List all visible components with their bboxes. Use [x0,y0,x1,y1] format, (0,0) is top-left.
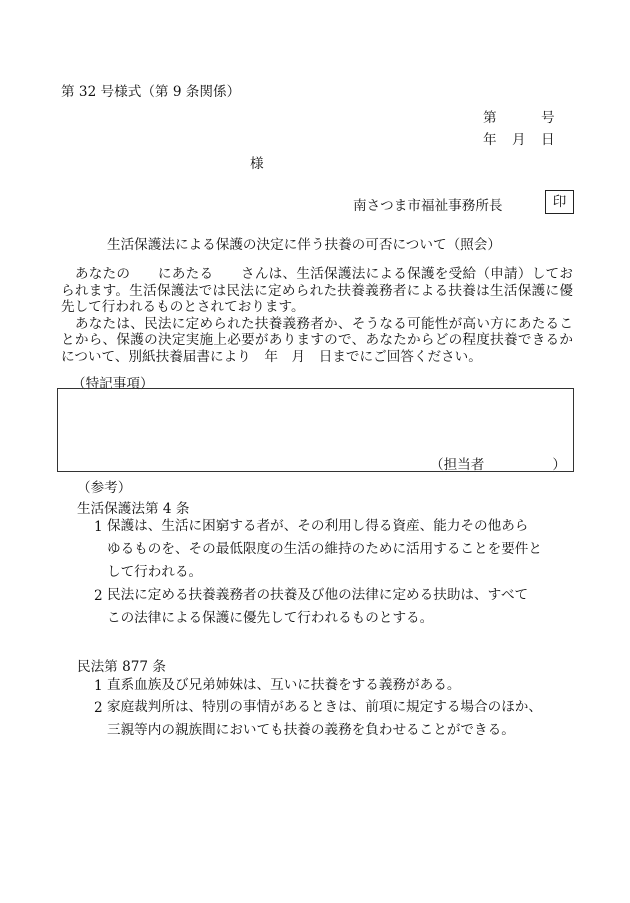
law1-title: 生活保護法第 4 条 [77,501,190,517]
law1-item1-line-3: して行われる。 [107,564,203,580]
reference-label: （参考） [77,480,132,496]
body-text [61,266,573,365]
special-notes-box [57,388,574,472]
form-number: 第 32 号様式（第 9 条関係） [61,84,241,100]
law2-item2-line-1: 家庭裁判所は、特別の事情があるときは、前項に規定する場合のほか、 [107,699,542,715]
law1-item2-text [107,584,528,630]
seal-box: 印 [545,190,574,214]
date-year: 年 [483,132,497,148]
document-title: 生活保護法による保護の決定に伴う扶養の可否について（照会） [107,237,501,253]
law1-item2-line-1: 民法に定める扶養義務者の扶養及び他の法律に定める扶助は、すべて [107,587,529,603]
law2-item2-text [107,696,542,742]
law2-item1-number: 1 [94,678,103,694]
body-paragraph-2: あなたは、民法に定められた扶養義務者か、そうなる可能性が高い方にあたることから、保護の決定実施上必要がありますので、あなたからどの程度扶養できるかについて、別紙扶養届書により 年 月 日までにご回答ください。 [61,315,573,365]
date-day: 日 [541,132,555,148]
sender-name: 南さつま市福祉事務所長 [353,198,503,214]
law1-item2-number: 2 [94,588,103,604]
doc-number-gou: 号 [541,110,555,126]
law2-item1-text [107,674,460,697]
addressee-suffix: 様 [250,156,264,172]
law2-item2-line-2: 三親等内の親族間においても扶養の義務を負わせることができる。 [107,722,515,738]
law1-item1-number: 1 [94,519,103,535]
law1-item1-line-1: 保護は、生活に困窮する者が、その利用し得る資産、能力その他あら [107,518,529,534]
law2-item1-line-1: 直系血族及び兄弟姉妹は、互いに扶養をする義務がある。 [107,677,461,693]
body-paragraph-1: あなたの にあたる さんは、生活保護法による保護を受給（申請）しておられます。生活保護法では民法に定められた扶養義務者による扶養は生活保護に優先して行われるものとされております。 [61,266,573,315]
special-notes-label: （特記事項） [72,376,154,392]
person-in-charge: （担当者 ） [430,457,566,473]
doc-number-dai: 第 [483,110,497,126]
law1-item2-line-2: この法律による保護に優先して行われるものとする。 [107,610,434,626]
law1-item1-line-2: ゆるものを、その最低限度の生活の維持のために活用することを要件と [107,541,542,557]
law2-title: 民法第 877 条 [77,659,166,675]
law1-item1-text [107,515,542,584]
law2-item2-number: 2 [94,700,103,716]
date-month: 月 [512,132,526,148]
